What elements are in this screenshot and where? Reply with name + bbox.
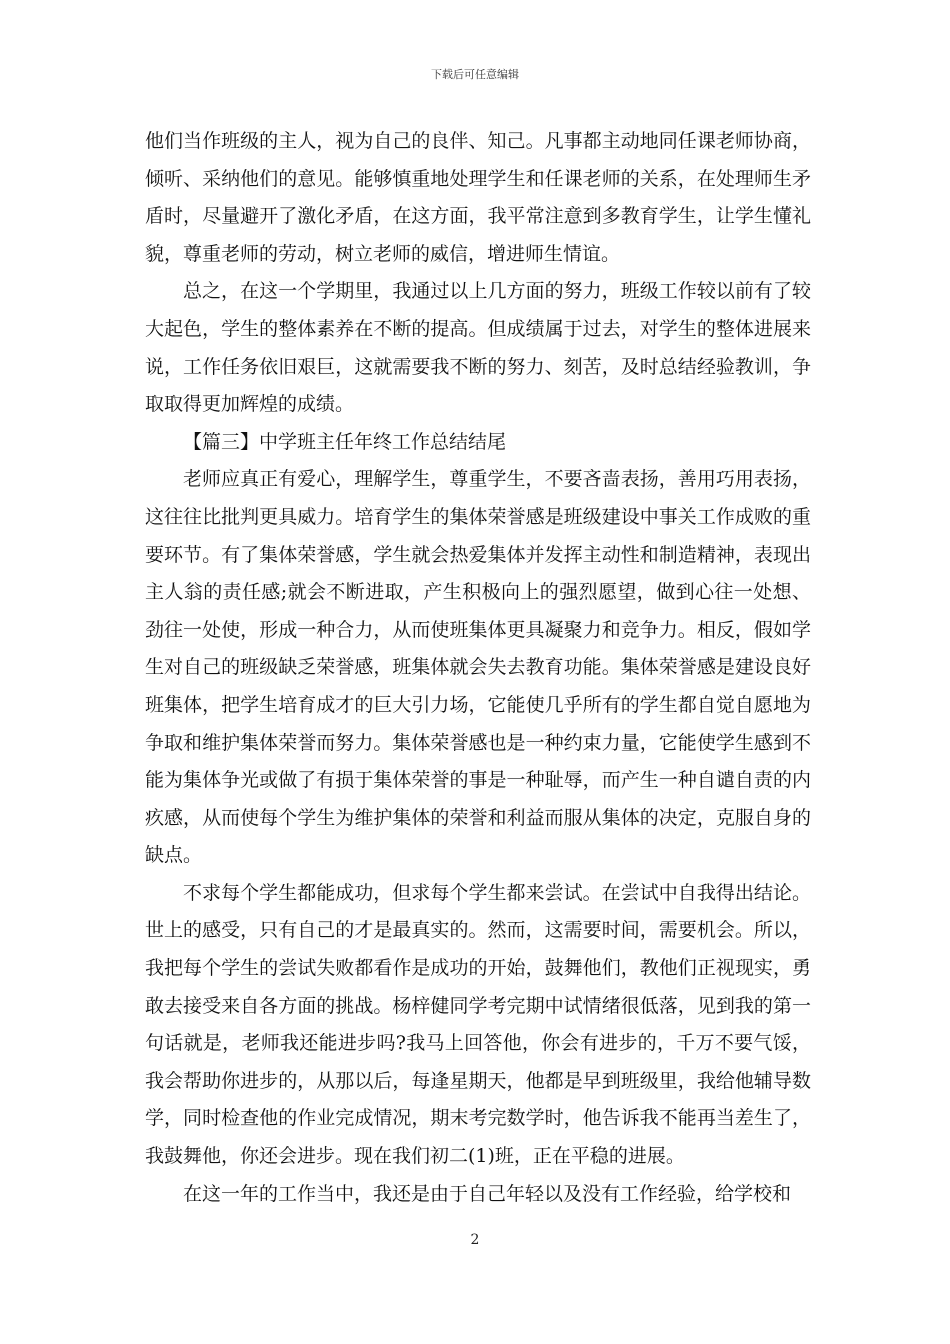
paragraph-2: 总之，在这一个学期里，我通过以上几方面的努力，班级工作较以前有了较大起色，学生的整体素养在不断的提高。但成绩属于过去，对学生的整体进展来说，工作任务依旧艰巨，这就需要我不断的努力、刻苦，及时总结经验教训，争取取得更加辉煌的成绩。 <box>145 280 811 416</box>
paragraph-3: 老师应真正有爱心，理解学生，尊重学生，不要吝啬表扬，善用巧用表扬，这往往比批判更具威力。培育学生的集体荣誉感是班级建设中事关工作成败的重要环节。有了集体荣誉感，学生就会热爱集体并发挥主动性和制造精神，表现出主人翁的责任感;就会不断进取，产生积极向上的强烈愿望，做到心往一处想、劲往一处使，形成一种合力，从而使班集体更具凝聚力和竞争力。相反，假如学生对自己的班级缺乏荣誉感，班集体就会失去教育功能。集体荣誉感是建设良好班集体，把学生培育成才的巨大引力场，它能使几乎所有的学生都自觉自愿地为争取和维护集体荣誉而努力。集体荣誉感也是一种约束力量，它能使学生感到不能为集体争光或做了有损于集体荣誉的事是一种耻辱，而产生一种自谴自责的内疚感，从而使每个学生为维护集体的荣誉和利益而服从集体的决定，克服自身的缺点。 <box>145 468 811 867</box>
paragraph-4: 不求每个学生都能成功，但求每个学生都来尝试。在尝试中自我得出结论。世上的感受，只有自己的才是最真实的。然而，这需要时间，需要机会。所以，我把每个学生的尝试失败都看作是成功的开始，鼓舞他们，教他们正视现实，勇敢去接受来自各方面的挑战。杨梓健同学考完期中试情绪很低落，见到我的第一句话就是，老师我还能进步吗?我马上回答他，你会有进步的，千万不要气馁，我会帮助你进步的，从那以后，每逢星期天，他都是早到班级里，我给他辅导数学，同时检查他的作业完成情况，期末考完数学时，他告诉我不能再当差生了，我鼓舞他，你还会进步。现在我们初二(1)班，正在平稳的进展。 <box>145 881 811 1168</box>
page-number: 2 <box>470 1232 480 1248</box>
document-body <box>145 123 811 1213</box>
section-heading: 【篇三】中学班主任年终工作总结结尾 <box>183 430 507 453</box>
paragraph-5: 在这一年的工作当中，我还是由于自己年轻以及没有工作经验，给学校和 <box>183 1182 792 1205</box>
paragraph-1: 他们当作班级的主人，视为自己的良伴、知己。凡事都主动地同任课老师协商，倾听、采纳他们的意见。能够慎重地处理学生和任课老师的关系，在处理师生矛盾时，尽量避开了激化矛盾，在这方面，我平常注意到多教育学生，让学生懂礼貌，尊重老师的劳动，树立老师的威信，增进师生情谊。 <box>145 130 811 265</box>
page-header: 下载后可任意编辑 <box>431 68 519 81</box>
